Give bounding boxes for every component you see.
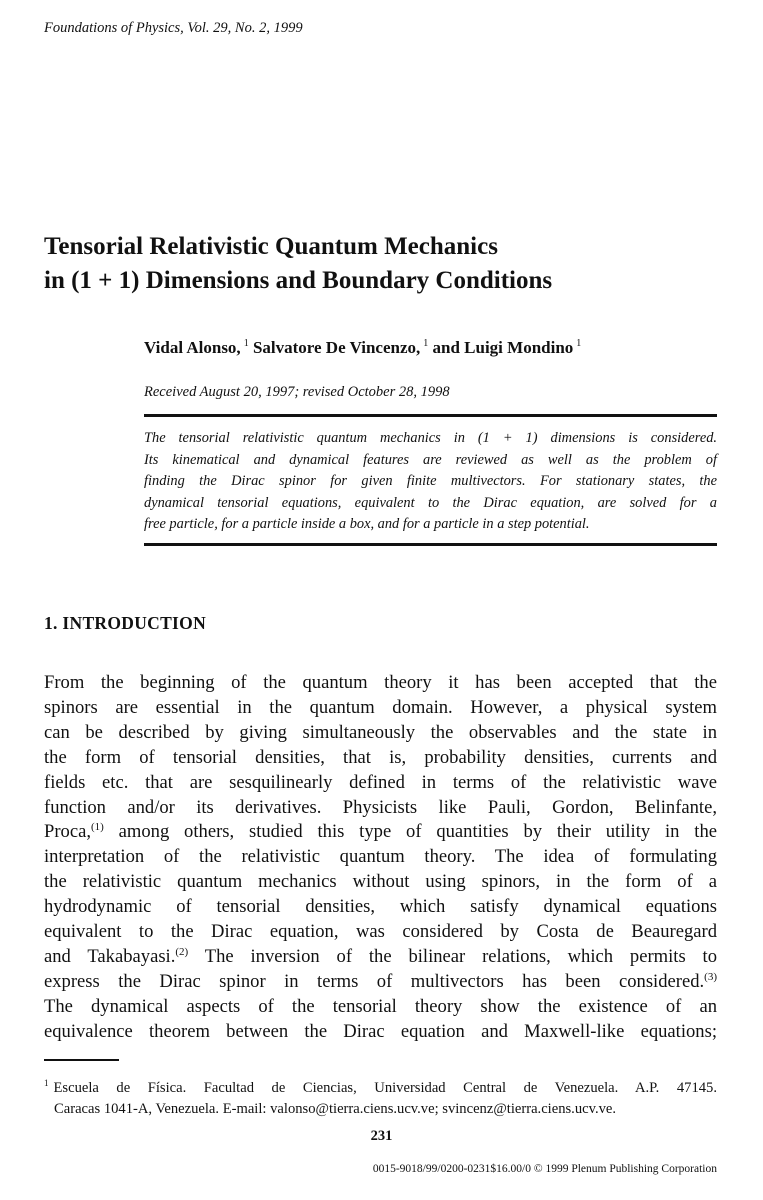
author-name: and Luigi Mondino (432, 338, 574, 357)
body-text-segment: Proca, (44, 821, 91, 843)
body-text-segment: among others, studied this type of quantities by their utility in the (103, 821, 717, 843)
body-line: function and/or its derivatives. Physicists like Pauli, Gordon, Belinfante, (44, 796, 717, 818)
body-line: From the beginning of the quantum theory it has been accepted that the (44, 672, 717, 693)
citation-ref: (3) (704, 970, 717, 983)
body-paragraph (44, 671, 717, 1045)
body-line: the relativistic quantum mechanics without using spinors, in the form of a (44, 871, 717, 893)
author-affiliation: 1 (243, 338, 249, 350)
body-line: can be described by giving simultaneously the observables and the state in (44, 721, 717, 743)
abstract-line: dynamical tensorial equations, equivalent to the Dirac equation, are solved for a (144, 494, 717, 511)
paper-title (44, 230, 734, 298)
author-affiliation: 1 (576, 338, 582, 350)
abstract-top-rule (144, 414, 717, 417)
author-list (144, 338, 581, 358)
received-dates: Received August 20, 1997; revised October 28, 1998 (144, 384, 450, 400)
abstract-line: The tensorial relativistic quantum mechanics in (1 + 1) dimensions is considered. (144, 430, 717, 446)
body-line: The dynamical aspects of the tensorial theory show the existence of an (44, 995, 717, 1017)
footnote-marker: 1 (44, 1078, 49, 1088)
body-text-segment: and Takabayasi. (44, 945, 176, 967)
copyright-line: 0015-9018/99/0200-0231$16.00/0 © 1999 Plenum Publishing Corporation (372, 1163, 717, 1175)
abstract-line: Its kinematical and dynamical features are reviewed as well as the problem of (144, 451, 717, 468)
footnote-rule (44, 1059, 119, 1061)
abstract-bottom-rule (144, 543, 717, 546)
author-affiliation: 1 (423, 338, 429, 350)
page-number: 231 (370, 1128, 393, 1144)
author-name: Salvatore De Vincenzo, (252, 338, 421, 357)
citation-ref: (1) (90, 821, 104, 834)
body-line: equivalence theorem between the Dirac equation and Maxwell-like equations; (44, 1020, 717, 1042)
body-text-segment: The inversion of the bilinear relations, which permits to (188, 945, 717, 967)
abstract-line: free particle, for a particle inside a box, and for a particle in a step potential. (144, 516, 590, 533)
abstract (144, 428, 717, 536)
footnote (44, 1073, 717, 1120)
title-line-1: Tensorial Relativistic Quantum Mechanics (44, 233, 498, 260)
body-line: equivalent to the Dirac equation, was considered by Costa de Beauregard (44, 921, 717, 943)
title-line-2: in (1 + 1) Dimensions and Boundary Conditions (44, 267, 553, 294)
body-line: hydrodynamic of tensorial densities, which satisfy dynamical equations (44, 896, 717, 918)
body-line: interpretation of the relativistic quantum theory. The idea of formulating (44, 846, 717, 868)
footnote-text: Escuela de Física. Facultad de Ciencias, Universidad Central de Venezuela. A.P. 47145. (53, 1079, 717, 1096)
section-heading: 1. INTRODUCTION (44, 613, 207, 633)
body-text-segment: express the Dirac spinor in terms of multivectors has been considered. (44, 970, 705, 992)
body-line: spinors are essential in the quantum domain. However, a physical system (44, 696, 717, 718)
citation-ref: (2) (175, 945, 189, 958)
body-line (44, 820, 717, 845)
body-line: the form of tensorial densities, that is, probability densities, currents and (44, 746, 717, 768)
footnote-line (44, 1073, 717, 1099)
body-line: fields etc. that are sesquilinearly defined in terms of the relativistic wave (44, 771, 717, 793)
body-line (44, 945, 717, 970)
author-name: Vidal Alonso, (144, 338, 241, 357)
body-line (44, 970, 717, 995)
journal-citation: Foundations of Physics, Vol. 29, No. 2, 1999 (44, 20, 303, 36)
abstract-line: finding the Dirac spinor for given finite multivectors. For stationary states, the (144, 473, 717, 490)
footnote-line: Caracas 1041-A, Venezuela. E-mail: valonso@tierra.ciens.ucv.ve; svincenz@tierra.ciens.ucv.ve. (54, 1100, 617, 1117)
